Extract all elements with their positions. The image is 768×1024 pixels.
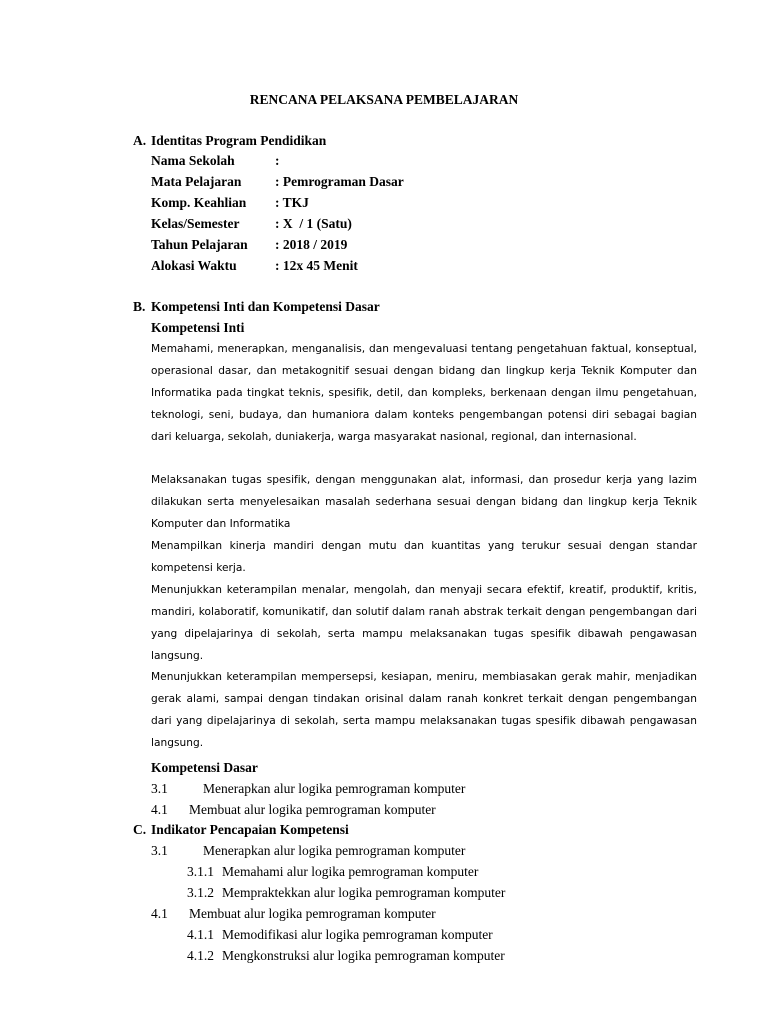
indicator-number: 4.1: [151, 906, 168, 921]
section-a-title: Identitas Program Pendidikan: [151, 133, 327, 148]
indicator-subitem: [187, 946, 505, 966]
kd-item: [151, 800, 436, 820]
identity-row-nama-sekolah: [151, 151, 280, 171]
indicator-number: 3.1: [151, 843, 168, 858]
section-c-heading: [133, 822, 349, 838]
indicator-item: [151, 841, 465, 861]
document-title: RENCANA PELAKSANA PEMBELAJARAN: [249, 92, 519, 107]
indicator-number: 3.1.1: [187, 864, 214, 879]
section-b-letter: B.: [133, 299, 146, 314]
section-b-heading: [133, 299, 380, 315]
section-b-title: Kompetensi Inti dan Kompetensi Dasar: [151, 299, 380, 314]
identity-value: : X / 1 (Satu): [275, 216, 352, 231]
identity-row-mata-pelajaran: [151, 172, 404, 192]
ki-paragraph-4: Menunjukkan keterampilan menalar, mengolah, dan menyaji secara efektif, kreatif, produktif, kritis, mandiri, kolaboratif, komunikatif, dan solutif dalam ranah abstrak terkait dengan pengembangan dari yang dipelajarinya di sekolah, serta mampu melaksanakan tugas spesifik dibawah pengawasan langsung.: [151, 584, 697, 662]
indicator-number: 3.1.2: [187, 885, 214, 900]
kompetensi-inti-heading: Kompetensi Inti: [151, 320, 245, 335]
indicator-item: [151, 904, 436, 924]
section-c-title: Indikator Pencapaian Kompetensi: [151, 822, 349, 837]
indicator-number: 4.1.2: [187, 948, 214, 963]
identity-value: :: [275, 153, 280, 168]
indicator-number: 4.1.1: [187, 927, 214, 942]
identity-label: Kelas/Semester: [151, 216, 240, 231]
identity-row-komp-keahlian: [151, 193, 309, 213]
ki-paragraph-3: Menampilkan kinerja mandiri dengan mutu dan kuantitas yang terukur sesuai dengan standar kompetensi kerja.: [151, 540, 697, 574]
identity-label: Alokasi Waktu: [151, 258, 237, 273]
indicator-text: Mempraktekkan alur logika pemrograman komputer: [222, 885, 506, 900]
kompetensi-dasar-heading: Kompetensi Dasar: [151, 760, 258, 775]
identity-row-alokasi-waktu: [151, 256, 358, 276]
indicator-subitem: [187, 862, 478, 882]
kd-number: 4.1: [151, 802, 168, 817]
identity-label: Komp. Keahlian: [151, 195, 247, 210]
indicator-text: Mengkonstruksi alur logika pemrograman komputer: [222, 948, 505, 963]
indicator-subitem: [187, 883, 505, 903]
ki-paragraph-2: Melaksanakan tugas spesifik, dengan menggunakan alat, informasi, dan prosedur kerja yang lazim dilakukan serta menyelesaikan masalah sederhana sesuai dengan bidang dan lingkup kerja Teknik Komputer dan Informatika: [151, 474, 697, 530]
identity-value: : 12x 45 Menit: [275, 258, 358, 273]
ki-paragraph-5: Menunjukkan keterampilan mempersepsi, kesiapan, meniru, membiasakan gerak mahir, menjadikan gerak alami, sampai dengan tindakan orisinal dalam ranah konkret terkait dengan pengembangan dari yang dipelajarinya di sekolah, serta mampu melaksanakan tugas spesifik dibawah pengawasan langsung.: [151, 671, 697, 749]
identity-value: : TKJ: [275, 195, 309, 210]
identity-row-kelas-semester: [151, 214, 352, 234]
identity-label: Tahun Pelajaran: [151, 237, 248, 252]
identity-label: Mata Pelajaran: [151, 174, 242, 189]
identity-value: : 2018 / 2019: [275, 237, 348, 252]
ki-paragraph-1: Memahami, menerapkan, menganalisis, dan mengevaluasi tentang pengetahuan faktual, konseptual, operasional dasar, dan metakognitif sesuai dengan bidang dan lingkup kerja Teknik Komputer dan Informatika pada tingkat teknis, spesifik, detil, dan kompleks, berkenaan dengan ilmu pengetahuan, teknologi, seni, budaya, dan humaniora dalam konteks pengembangan potensi diri sebagai bagian dari keluarga, sekolah, duniakerja, warga masyarakat nasional, regional, dan internasional.: [151, 343, 697, 443]
indicator-text: Memodifikasi alur logika pemrograman komputer: [222, 927, 493, 942]
section-a-heading: [133, 133, 326, 149]
kd-number: 3.1: [151, 781, 168, 796]
kd-text: Menerapkan alur logika pemrograman komputer: [203, 781, 466, 796]
section-a-letter: A.: [133, 133, 147, 148]
kd-item: [151, 779, 465, 799]
identity-value: : Pemrograman Dasar: [275, 174, 404, 189]
identity-row-tahun-pelajaran: [151, 235, 347, 255]
kd-text: Membuat alur logika pemrograman komputer: [189, 802, 436, 817]
section-c-letter: C.: [133, 822, 147, 837]
identity-label: Nama Sekolah: [151, 153, 235, 168]
indicator-text: Menerapkan alur logika pemrograman komputer: [203, 843, 466, 858]
indicator-text: Memahami alur logika pemrograman komputer: [222, 864, 479, 879]
indicator-text: Membuat alur logika pemrograman komputer: [189, 906, 436, 921]
indicator-subitem: [187, 925, 493, 945]
